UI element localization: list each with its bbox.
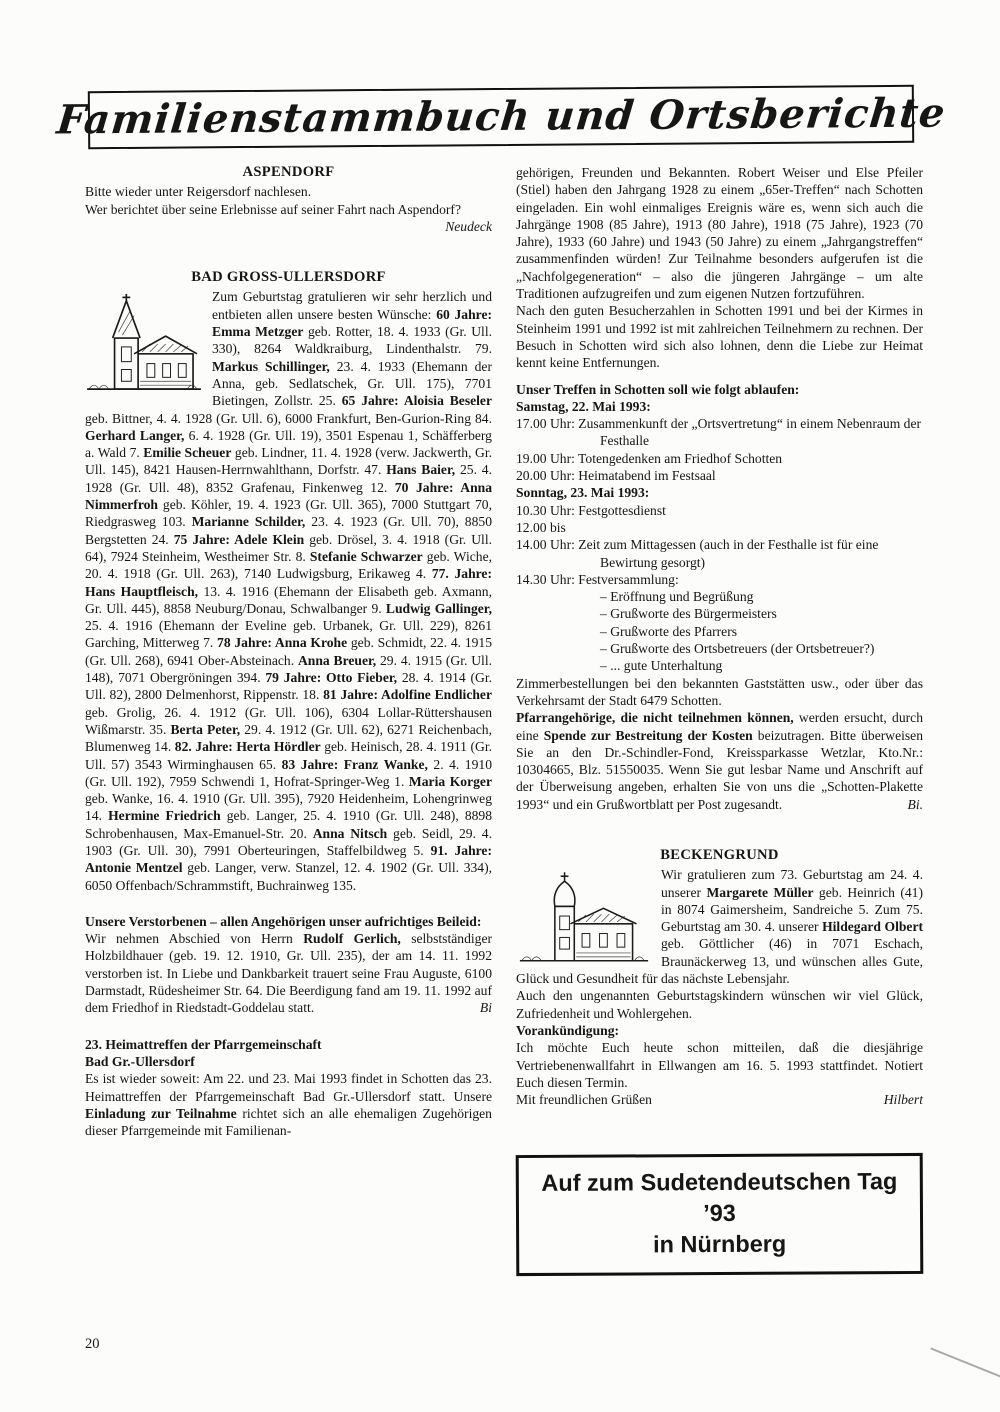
author-signature: Neudeck [445,218,492,234]
birthday-paragraph [85,288,492,893]
vorankuendigung-paragraph: Ich möchte Euch heute schon mitteilen, daß die diesjährige Vertriebenenwallfahrt in Ellwangen am 16. 5. 1993 stattfindet. Notiert Euch diesen Termin. [516,1040,923,1090]
masthead-title: Familienstammbuch und Ortsberichte [54,89,948,144]
chapel-engraving-icon [516,869,652,967]
masthead-banner [54,85,948,149]
right-column [516,164,923,1275]
beckengrund-more: Auch den ungenannten Geburtstagskindern wünschen wir viel Glück, Zufriedenheit und Wohlergehen. [516,988,923,1021]
zimmer-paragraph: Zimmerbestellungen bei den bekannten Gaststätten usw., oder über das Verkehrsamt der Stadt 6479 Schotten. [516,675,923,708]
author-signature: Bi [479,1000,492,1016]
schedule-item: 10.30 Uhr: Festgottesdienst [516,502,666,518]
schedule-day-2: Sonntag, 23. Mai 1993: [516,485,650,501]
closing-line [516,1091,923,1108]
vorankuendigung-heading: Vorankündigung: [516,1022,620,1038]
beckengrund-paragraph [516,866,923,987]
schedule-subitem: – ... gute Unterhaltung [600,658,723,674]
left-column [85,164,492,1139]
schedule-item: 20.00 Uhr: Heimatabend im Festsaal [516,468,716,484]
schedule-subitem: – Eröffnung und Begrüßung [600,589,754,605]
schedule-item: 14.00 Uhr: Zeit zum Mittagessen (auch in der Festhalle ist für eine Bewirtung gesorgt) [516,537,879,570]
schedule-item: 19.00 Uhr: Totengedenken am Friedhof Schotten [516,450,783,466]
schedule-item: 12.00 bis [516,519,566,535]
scan-artifact-line [931,1347,1000,1378]
schedule-item: 14.30 Uhr: Festversammlung: [516,571,679,587]
schedule-subitem: – Grußworte des Pfarrers [600,623,738,639]
ablauf-heading: Unser Treffen in Schotten soll wie folgt ablaufen: [516,381,800,397]
aspendorf-paragraph-1: Bitte wieder unter Reigersdorf nachlesen. [85,184,312,200]
besucher-paragraph: Nach den guten Besucherzahlen in Schotten 1991 und bei der Kirmes in Steinheim 1991 und 1992 ist mit zahlreichen Teilnehmern zu rechnen. Der Besuch in Schotten wird sich also lohnen, denn die Liebe zur Heimat kennt keine Entfernungen. [516,303,923,371]
schedule-item: 17.00 Uhr: Zusammenkunft der „Ortsvertretung“ in einem Nebenraum der Festhalle [516,416,922,449]
aspendorf-paragraph-2 [85,201,492,236]
section-heading-bad-gross-ullersdorf: BAD GROSS-ULLERSDORF [191,269,386,286]
announcement-line-1: Auf zum Sudetendeutschen Tag ’93 [541,1168,898,1227]
beckengrund-text: Wir gratulieren zum 73. Geburtstag am 24. 4. unserer Margarete Müller geb. Heinrich (41) in 8074 Gaimersheim, Sandreiche 5. Zum 75. Geburtstag am 30. 4. unserer Hildegard Olbert geb. Göttlicher (46) in 7071 Eschach, Braunäckerweg 13, und wünschen alles Gute, Glück und Gesundheit für das nächste Lebensjahr. [516,867,924,987]
heimattreffen-heading-line2: Bad Gr.-Ullersdorf [85,1053,195,1069]
birthday-text: Zum Geburtstag gratulieren wir sehr herzlich und entbieten allen unsere besten Wünsche: 60 Jahre: Emma Metzger geb. Rotter, 18. 4. 1933 (Gr. Ull. 330), 8264 Waldkraiburg, Lindenthalstr. 79. Markus Schillinger, 23. 4. 1933 (Ehemann der Anna, geb. Sedlatschek, Gr. Ull. 175), 7701 Bietingen, Zollstr. 25. 65 Jahre: Aloisia Beseler geb. Bittner, 4. 4. 1928 (Gr. Ull. 6), 6000 Frankfurt, Ben-Gurion-Ring 84. Gerhard Langer, 6. 4. 1928 (Gr. Ull. 19), 3501 Espenau 1, Schäfferberg a. Wald 7. Emilie Scheuer geb. Lindner, 11. 4. 1928 (verw. Jackwerth, Gr. Ull. 145), 8421 Hausen-Herrnwahlthann, Dorfstr. 47. Hans Baier, 25. 4. 1928 (Gr. Ull. 48), 8352 Grafenau, Finkenweg 12. 70 Jahre: Anna Nimmerfroh geb. Köhler, 19. 4. 1923 (Gr. Ull. 365), 7000 Stuttgart 70, Riedgrasweg 103. Marianne Schilder, 23. 4. 1923 (Gr. Ull. 70), 8850 Bergstetten 24. 75 Jahre: Adele Klein geb. Drösel, 3. 4. 1918 (Gr. Ull. 64), 7924 Steinheim, Westheimer Str. 8. Stefanie Schwarzer geb. Wiche, 20. 4. 1918 (Gr. Ull. 263), 7140 Ludwigsburg, Erikaweg 4. 77. Jahre: Hans Hauptfleisch, 13. 4. 1916 (Ehemann der Elisabeth geb. Axmann, Gr. Ull. 445), 8858 Neuburg/Donau, Schwalbanger 9. Ludwig Gallinger, 25. 4. 1916 (Ehemann der Eveline geb. Urbanek, Gr. Ull. 229), 8261 Garching, Mitterweg 7. 78 Jahre: Anna Krohe geb. Schmidt, 22. 4. 1915 (Gr. Ull. 268), 6941 Ober-Absteinach. Anna Breuer, 29. 4. 1915 (Gr. Ull. 148), 7071 Obergröningen 394. 79 Jahre: Otto Fieber, 28. 4. 1914 (Gr. Ull. 82), 2800 Delmenhorst, Rippenstr. 18. 81 Jahre: Adolfine Endlicher geb. Grolig, 26. 4. 1912 (Gr. Ull. 106), 6304 Lollar-Rüttershausen Wißmarstr. 35. Berta Peter, 29. 4. 1912 (Gr. Ull. 62), 6271 Reichenbach, Blumenweg 14. 82. Jahre: Herta Hördler geb. Heinisch, 28. 4. 1911 (Gr. Ull. 57) 3543 Wirminghausen 65. 83 Jahre: Franz Wanke, 2. 4. 1910 (Gr. Ull. 192), 7959 Schwendi 1, Hofrat-Springer-Weg 1. Maria Korger geb. Wanke, 16. 4. 1910 (Gr. Ull. 395), 7920 Heidenheim, Lohengrinweg 14. Hermine Friedrich geb. Langer, 25. 4. 1910 (Gr. Ull. 248), 8898 Schrobenhausen, Max-Emanuel-Str. 20. Anna Nitsch geb. Seidl, 29. 4. 1903 (Gr. Ull. 30), 7991 Oberteuringen, Staffelbildweg 5. 91. Jahre: Antonie Mentzel geb. Langer, verw. Stanzel, 12. 4. 1902 (Gr. Ull. 334), 6050 Offenbach/Schrammstift, Buchrainweg 135. [85,289,493,893]
page-number: 20 [85,1336,100,1352]
obituary-paragraph [85,930,492,1016]
sudetendeutscher-tag-announcement [516,1153,924,1276]
schedule-subitem: – Grußworte des Ortsbetreuers (der Ortsbetreuer?) [600,641,875,657]
closing-greeting: Mit freundlichen Grüßen [516,1092,652,1108]
section-heading-beckengrund: BECKENGRUND [660,846,779,863]
content-columns [85,164,923,1275]
schedule-subitem: – Grußworte des Bürgermeisters [600,606,777,622]
announcement-line-2: in Nürnberg [652,1231,787,1258]
section-heading-aspendorf: ASPENDORF [242,164,335,180]
paragraph-text: Pfarrangehörige, die nicht teilnehmen können, werden ersucht, durch eine Spende zur Bestreitung der Kosten beizutragen. Bitte überweisen Sie an den Dr.-Schindler-Fond, Kreissparkasse Wetzlar, Kto.Nr.: 10304665, Blz. 51550035. Wenn Sie gut lesbar Name und Anschrift auf der Überweisung angeben, erhalten Sie von uns die „Schotten-Plakette 1993“ und ein Grußwortblatt per Post zugesandt. [516,710,923,812]
paragraph-text: Wir nehmen Abschied von Herrn Rudolf Gerlich, selbstständiger Holzbildhauer (geb. 19. 12. 1910, Gr. Ull. 235), der am 14. 11. 1992 verstorben ist. In Liebe und Dankbarkeit trauert seine Frau Auguste, 6100 Darmstadt, Rüdesheimer Str. 64. Die Beerdigung fand am 19. 11. 1992 auf dem Friedhof in Riedstadt-Goddelau statt. [85,931,493,1016]
intro-paragraph: gehörigen, Freunden und Bekannten. Robert Weiser und Else Pfeiler (Stiel) haben den Jahrgang 1928 zu einem „65er-Treffen“ nach Schotten eingeladen. Ein wohl einmaliges Ereignis wäre es, wenn sich auch die Jahrgänge 1908 (85 Jahre), 1913 (80 Jahre), 1918 (75 Jahre), 1923 (70 Jahre), 1933 (60 Jahre) und 1943 (50 Jahre) zu einem „Jahrgangstreffen“ zusammenfinden würden! Zur Teilnahme besonders aufgerufen ist die „Nachfolgegeneration“ – also die jüngeren Jahrgänge – um alte Traditionen aufzugreifen und zum eigenen Nutzen fortzuführen. [516,165,923,302]
obituary-heading: Unsere Verstorbenen – allen Angehörigen unser aufrichtiges Beileid: [85,913,482,929]
heimattreffen-paragraph: Es ist wieder soweit: Am 22. und 23. Mai 1993 findet in Schotten das 23. Heimattreffen der Pfarrgemeinschaft Bad Gr.-Ullersdorf statt. Unsere Einladung zur Teilnahme richtet sich an alle ehemaligen Zugehörigen dieser Pfarrgemeinde mit Familienan- [85,1071,492,1139]
schedule-day-1: Samstag, 22. Mai 1993: [516,398,651,414]
author-signature: Bi. [907,796,923,812]
church-engraving-icon [85,291,203,395]
heimattreffen-heading-line1: 23. Heimattreffen der Pfarrgemeinschaft [85,1036,322,1052]
paragraph-text: Wer berichtet über seine Erlebnisse auf seiner Fahrt nach Aspendorf? [85,201,461,217]
author-signature: Hilbert [883,1092,923,1108]
spenden-paragraph [516,709,923,813]
